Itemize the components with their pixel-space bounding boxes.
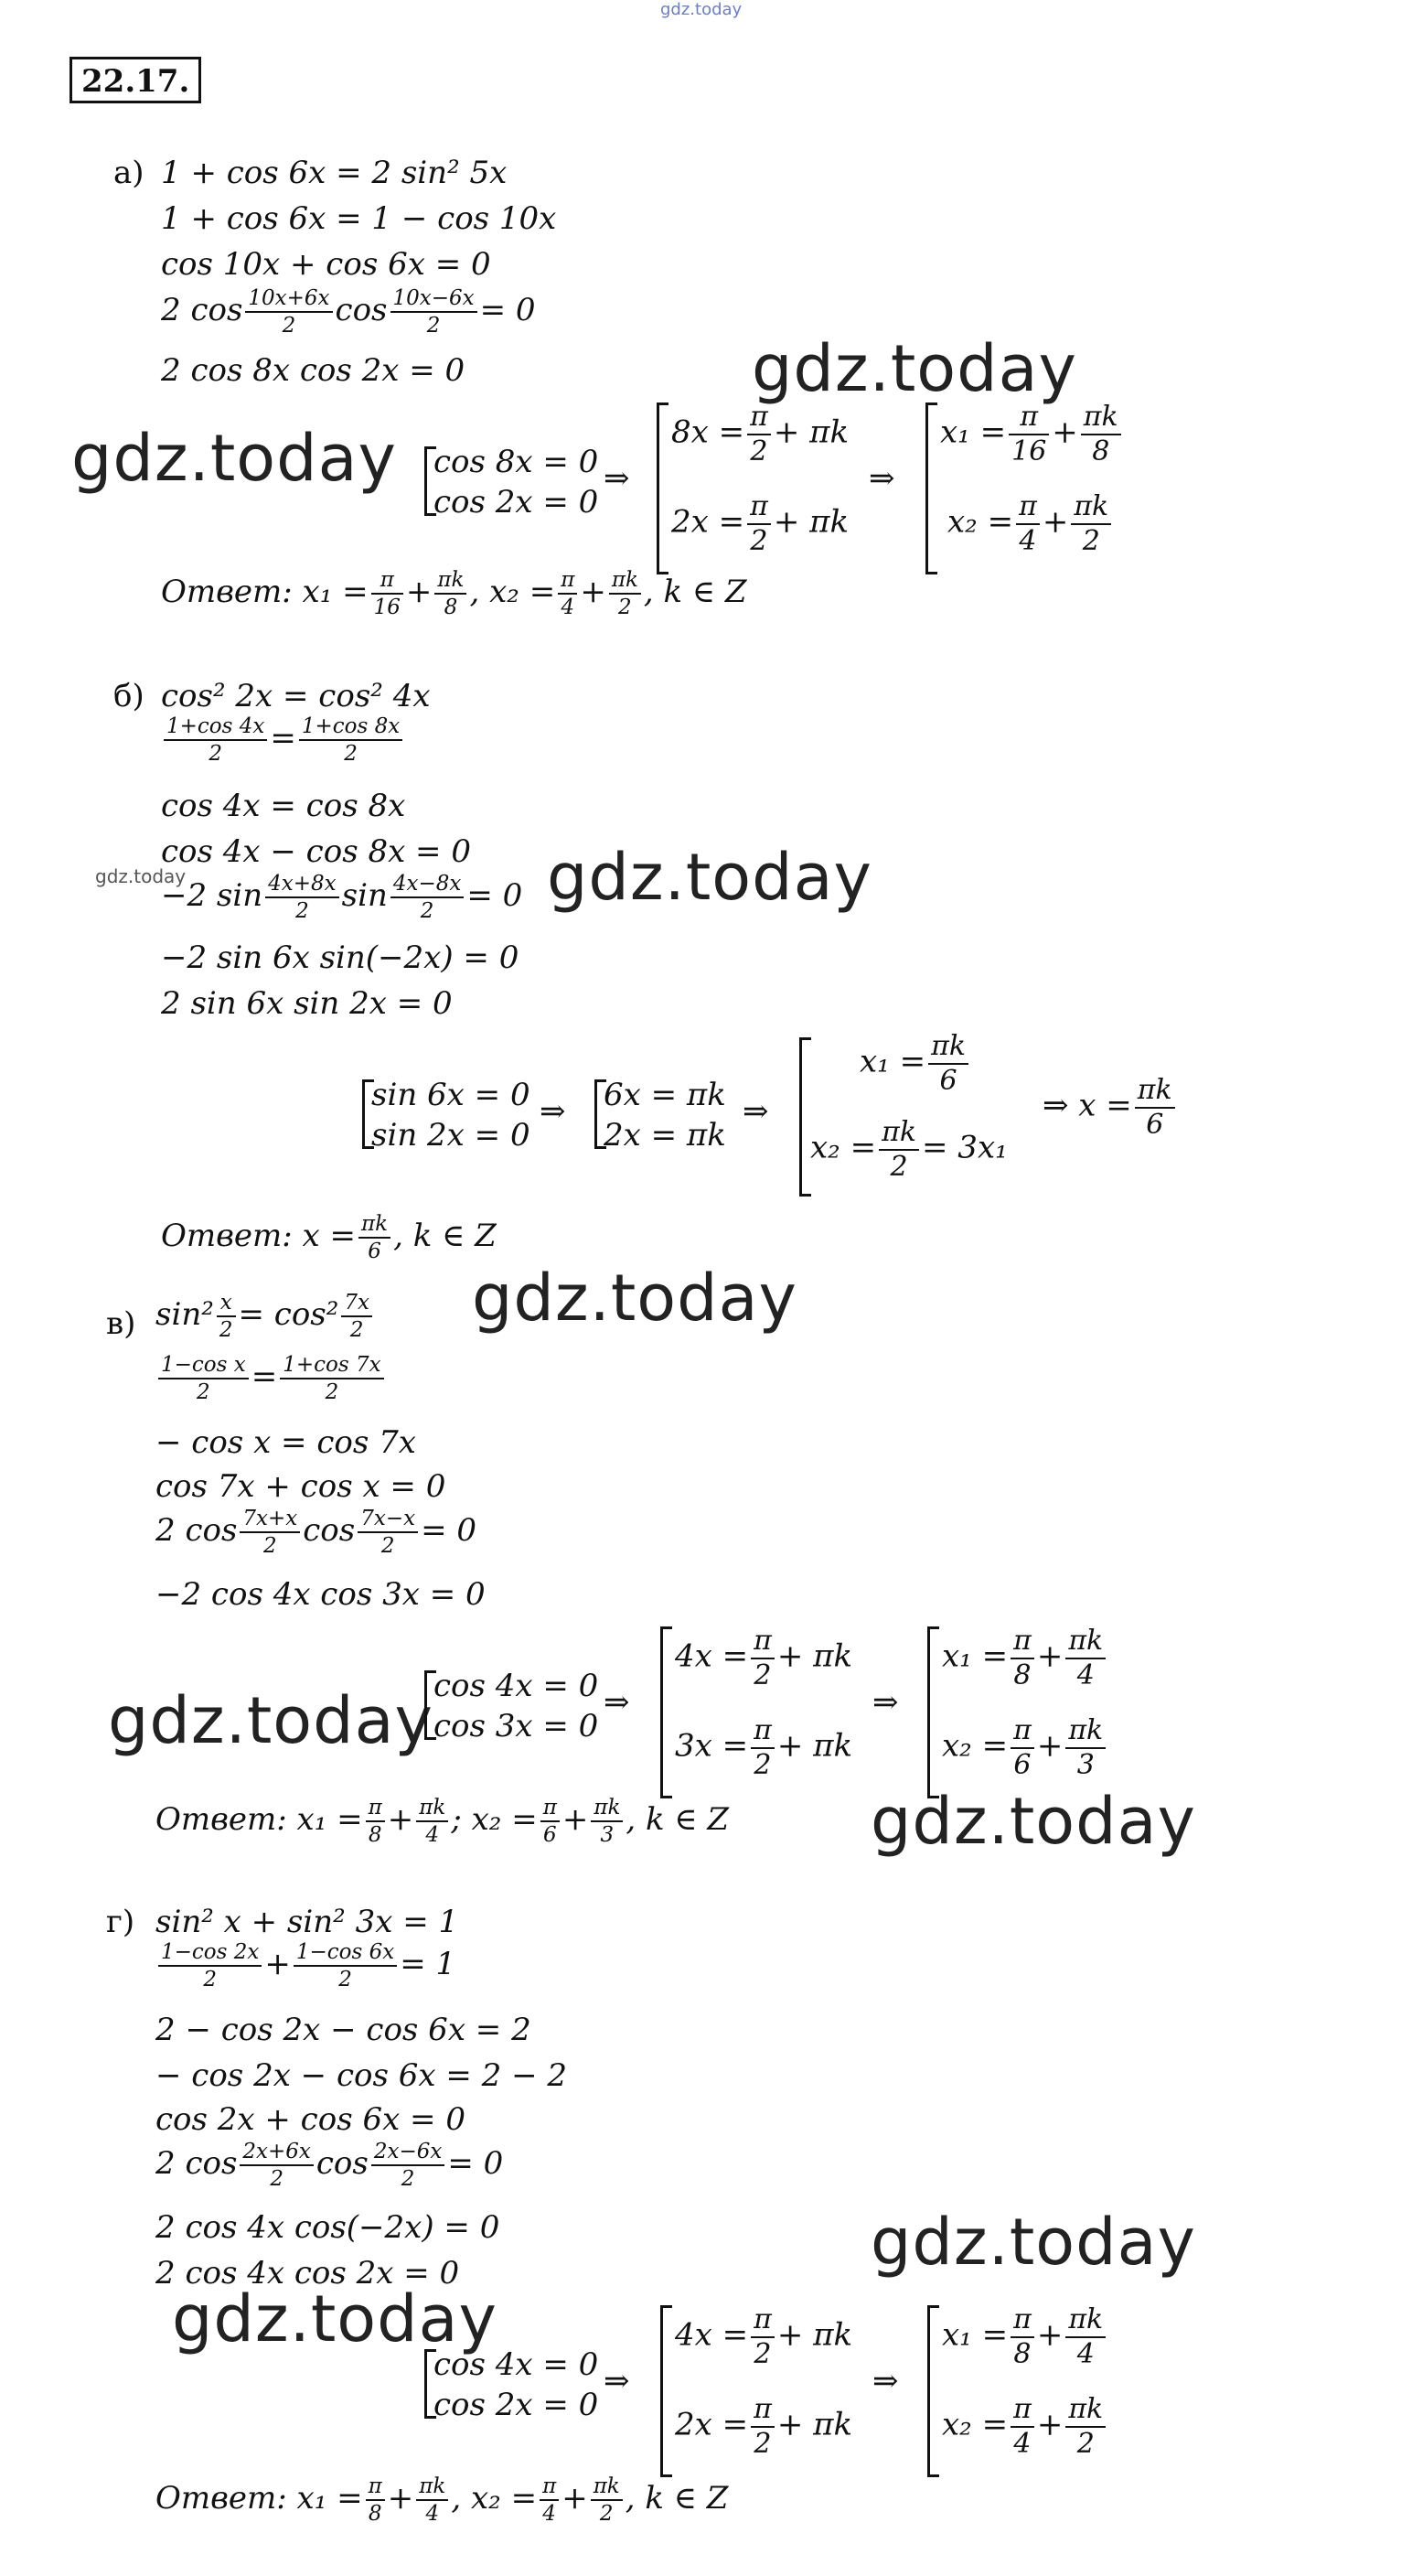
v-line-3: − cos x = cos 7x <box>155 1424 416 1461</box>
a-line-4: 2 cos $\frac{10x+6x}{2}$ cos $\frac{10x-6x}{2}$ = 0 <box>161 286 536 338</box>
b-sys3-b: x₂ = $\frac{\pi k}{2}$ = 3x₁ <box>810 1116 1008 1183</box>
v-sys2-b: 3x = $\frac{\pi}{2}$ + πk <box>675 1714 853 1781</box>
b-result: ⇒ x = $\frac{\pi k}{6}$ <box>1043 1076 1178 1139</box>
a-line-2: 1 + cos 6x = 1 − cos 10x <box>161 200 557 237</box>
a-sys2-a: 8x = $\frac{\pi}{2}$ + πk <box>671 401 850 467</box>
implies-arrow: ⇒ <box>743 1093 769 1130</box>
b-sys1-b: sin 2x = 0 <box>371 1117 530 1154</box>
b-sys2-a: 6x = πk <box>604 1077 726 1113</box>
v-line-4: cos 7x + cos x = 0 <box>155 1468 446 1505</box>
implies-arrow: ⇒ <box>604 1684 630 1721</box>
g-line-2: $\frac{1-\cos 2x}{2}$ + $\frac{1-\cos 6x}{2}$ = 1 <box>155 1941 455 1991</box>
a-answer: Ответ: x₁ = $\frac{\pi}{16}$ + $\frac{\pi k}{8}$ , x₂ = $\frac{\pi}{4}$ + $\frac{\pi k}{2}$ , k ∈ Z <box>161 568 747 620</box>
a-line-1: 1 + cos 6x = 2 sin² 5x <box>161 155 508 191</box>
g-line-5: cos 2x + cos 6x = 0 <box>155 2101 465 2138</box>
implies-arrow: ⇒ <box>604 2363 630 2399</box>
a-sys3-b: x₂ = $\frac{\pi}{4}$ + $\frac{\pi k}{2}$ <box>947 492 1114 555</box>
a-sys1-b: cos 2x = 0 <box>433 484 599 521</box>
b-line-5: −2 sin $\frac{4x+8x}{2}$ sin $\frac{4x-8x}{2}$ = 0 <box>161 872 523 924</box>
g-line-6: 2 cos $\frac{2x+6x}{2}$ cos $\frac{2x-6x}{2}$ = 0 <box>155 2140 504 2192</box>
v-line-6: −2 cos 4x cos 3x = 0 <box>155 1576 486 1613</box>
a-sys3-a: x₁ = $\frac{\pi}{16}$ + $\frac{\pi k}{8}$ <box>940 402 1124 466</box>
watermark: gdz.today <box>871 1784 1196 1859</box>
g-sys1-b: cos 2x = 0 <box>433 2387 599 2423</box>
b-line-2: $\frac{1+\cos 4x}{2}$ = $\frac{1+\cos 8x}{2}$ <box>161 715 405 765</box>
v-sys3-b: x₂ = $\frac{\pi}{6}$ + $\frac{\pi k}{3}$ <box>942 1716 1108 1779</box>
implies-arrow: ⇒ <box>872 2363 899 2399</box>
watermark: gdz.today <box>547 840 872 915</box>
b-line-1: cos² 2x = cos² 4x <box>161 678 431 714</box>
g-line-3: 2 − cos 2x − cos 6x = 2 <box>155 2012 531 2048</box>
v-sys1-a: cos 4x = 0 <box>433 1668 599 1704</box>
watermark: gdz.today <box>871 2205 1196 2280</box>
implies-arrow: ⇒ <box>540 1093 566 1130</box>
bracket <box>927 2305 939 2477</box>
v-line-1: sin² $\frac{x}{2}$ = cos² $\frac{7x}{2}$ <box>155 1292 375 1341</box>
a-line-3: cos 10x + cos 6x = 0 <box>161 246 491 283</box>
v-line-5: 2 cos $\frac{7x+x}{2}$ cos $\frac{7x-x}{2}$ = 0 <box>155 1507 477 1559</box>
a-sys2-b: 2x = $\frac{\pi}{2}$ + πk <box>671 490 850 557</box>
small-watermark: gdz.today <box>95 865 187 887</box>
watermark: gdz.today <box>71 421 397 496</box>
bracket <box>657 402 668 574</box>
a-line-5: 2 cos 8x cos 2x = 0 <box>161 352 465 389</box>
b-line-4: cos 4x − cos 8x = 0 <box>161 833 471 870</box>
g-sys2-a: 4x = $\frac{\pi}{2}$ + πk <box>675 2303 853 2370</box>
top-watermark: gdz.today <box>660 0 743 19</box>
bracket <box>660 1626 672 1798</box>
part-a-label: а) <box>113 155 144 191</box>
g-line-8: 2 cos 4x cos 2x = 0 <box>155 2255 460 2292</box>
v-sys3-a: x₁ = $\frac{\pi}{8}$ + $\frac{\pi k}{4}$ <box>942 1626 1108 1690</box>
g-sys3-b: x₂ = $\frac{\pi}{4}$ + $\frac{\pi k}{2}$ <box>942 2395 1108 2458</box>
watermark: gdz.today <box>108 1683 433 1758</box>
bracket <box>925 402 937 574</box>
b-sys2-b: 2x = πk <box>604 1117 726 1154</box>
g-sys2-b: 2x = $\frac{\pi}{2}$ + πk <box>675 2393 853 2460</box>
bracket <box>660 2305 672 2477</box>
v-answer: Ответ: x₁ = $\frac{\pi}{8}$ + $\frac{\pi k}{4}$ ; x₂ = $\frac{\pi}{6}$ + $\frac{\pi k}{3}$ , k ∈ Z <box>155 1796 730 1848</box>
g-line-4: − cos 2x − cos 6x = 2 − 2 <box>155 2057 568 2094</box>
watermark: gdz.today <box>472 1261 797 1336</box>
b-line-3: cos 4x = cos 8x <box>161 788 406 824</box>
b-sys3-a: x₁ = $\frac{\pi k}{6}$ <box>860 1032 971 1095</box>
v-line-2: $\frac{\text{1−cos x}}{2}$ = $\frac{1+\cos 7x}{2}$ <box>155 1354 387 1403</box>
a-sys1-a: cos 8x = 0 <box>433 444 599 480</box>
watermark: gdz.today <box>752 331 1077 406</box>
g-sys3-a: x₁ = $\frac{\pi}{8}$ + $\frac{\pi k}{4}$ <box>942 2305 1108 2368</box>
g-answer: Ответ: x₁ = $\frac{\pi}{8}$ + $\frac{\pi k}{4}$ , x₂ = $\frac{\pi}{4}$ + $\frac{\pi k}{2}$ , k ∈ Z <box>155 2474 729 2527</box>
problem-number: 22.17. <box>70 57 201 103</box>
watermark: gdz.today <box>172 2281 497 2356</box>
v-sys2-a: 4x = $\frac{\pi}{2}$ + πk <box>675 1625 853 1691</box>
part-g-label: г) <box>106 1904 135 1940</box>
implies-arrow: ⇒ <box>604 460 630 497</box>
b-line-6: −2 sin 6x sin(−2x) = 0 <box>161 939 519 976</box>
implies-arrow: ⇒ <box>872 1684 899 1721</box>
b-answer: Ответ: x = $\frac{\pi k}{6}$ , k ∈ Z <box>161 1212 497 1264</box>
implies-arrow: ⇒ <box>869 460 895 497</box>
part-v-label: в) <box>106 1305 136 1342</box>
g-sys1-a: cos 4x = 0 <box>433 2346 599 2383</box>
g-line-7: 2 cos 4x cos(−2x) = 0 <box>155 2209 500 2246</box>
part-b-label: б) <box>113 678 144 714</box>
b-line-7: 2 sin 6x sin 2x = 0 <box>161 985 453 1022</box>
bracket <box>927 1626 939 1798</box>
g-line-1: sin² x + sin² 3x = 1 <box>155 1904 459 1940</box>
v-sys1-b: cos 3x = 0 <box>433 1708 599 1744</box>
b-sys1-a: sin 6x = 0 <box>371 1077 530 1113</box>
